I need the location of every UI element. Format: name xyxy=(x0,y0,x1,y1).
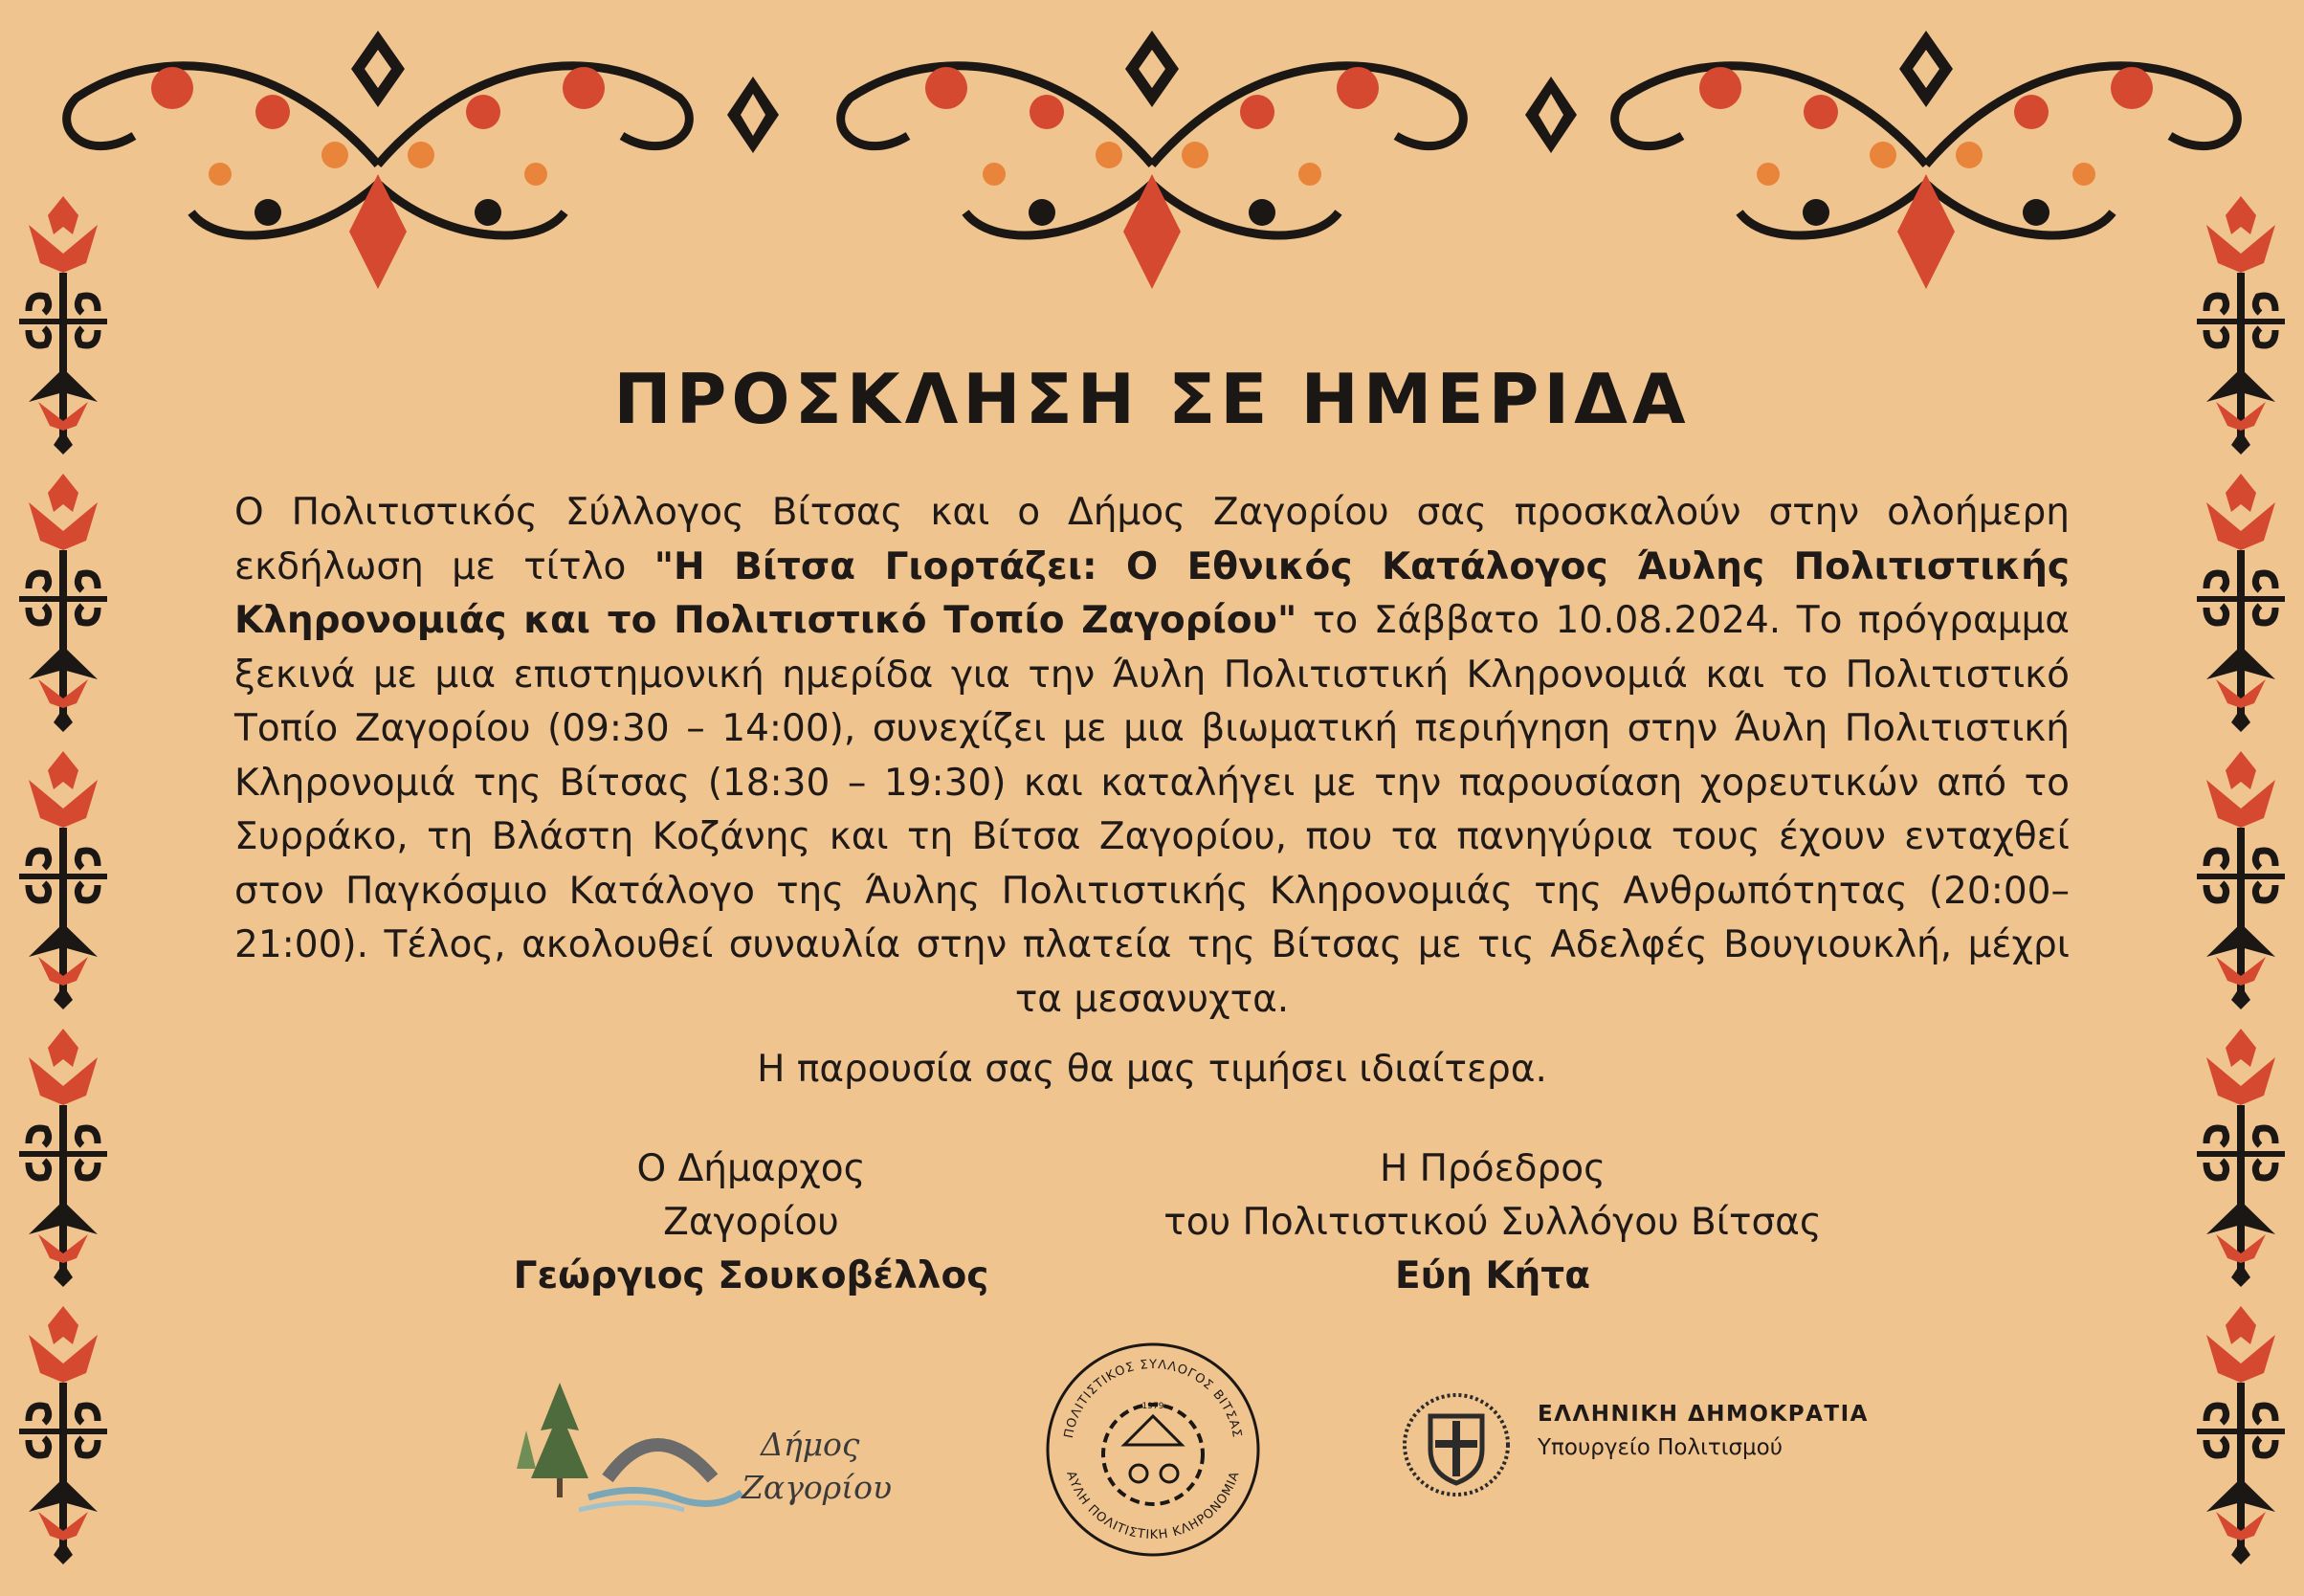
ministry-logo-line2: Υπουργείο Πολιτισμού xyxy=(1538,1435,1783,1460)
dimos-logo-line1: Δήμος xyxy=(761,1426,860,1463)
side-embroidery-motif xyxy=(19,474,107,732)
signature-name: Εύη Κήτα xyxy=(1395,1254,1590,1297)
tree-bridge-logo-icon xyxy=(502,1373,751,1517)
invitation-body xyxy=(234,486,2070,1027)
svg-text:ΠΟΛΙΤΙΣΤΙΚΟΣ ΣΥΛΛΟΓΟΣ ΒΙΤΣΑΣ xyxy=(1062,1358,1244,1439)
body-rest: το Σάββατο 10.08.2024. Το πρόγραμμα ξεκινά με μια επιστημονική ημερίδα για την Άυλη Πολιτιστική Κληρονομιά και το Πολιτιστικό Τοπίο Ζαγορίου (09:30 – 14:00), συνεχίζει με μια βιωματική περιήγηση στην Άυλη Πολιτιστική Κληρονομιά της Βίτσας (18:30 – 19:30) και καταλήγει με την παρουσίαση χορευτικών από το Συρράκο, τη Βλάστη Κοζάνης και τη Βίτσα Ζαγορίου, που τα πανηγύρια τους έχουν ενταχθεί στον Παγκόσμιο Κατάλογο της Άυλης Πολιτιστικής Κληρονομιάς της Ανθρωπότητας (20:00–21:00). Τέλος, ακολουθεί συναυλία στην πλατεία της Βίτσας με τις Αδελφές Βουγιουκλή, μέχρι τα μεσανυχτα. xyxy=(234,599,2070,1021)
syllogos-vitsas-seal xyxy=(1043,1340,1263,1560)
small-diamond-ornament-left xyxy=(727,77,779,153)
signature-mayor xyxy=(464,1142,1038,1303)
signature-role-detail: του Πολιτιστικού Συλλόγου Βίτσας xyxy=(1163,1201,1822,1244)
top-right-embroidery-ornament xyxy=(1596,21,2256,308)
small-diamond-ornament-right xyxy=(1525,77,1577,153)
seal-year: 1979 xyxy=(1141,1402,1164,1411)
page-title: ΠΡΟΣΚΛΗΣΗ ΣΕ ΗΜΕΡΙΔΑ xyxy=(613,359,1691,439)
side-embroidery-motif xyxy=(2197,751,2285,1009)
top-left-embroidery-ornament xyxy=(48,21,708,308)
dimos-logo-line2: Ζαγορίου xyxy=(742,1469,893,1506)
ministry-logo-line1: ΕΛΛΗΝΙΚΗ ΔΗΜΟΚΡΑΤΙΑ xyxy=(1538,1402,1869,1427)
seal-ring-bottom: ΑΥΛΗ ΠΟΛΙΤΙΣΤΙΚΗ ΚΛΗΡΟΝΟΜΙΑ xyxy=(1063,1469,1243,1543)
dimos-zagoriou-logo xyxy=(502,1373,893,1517)
signature-role-detail: Ζαγορίου xyxy=(663,1201,839,1244)
event-title: "Η Βίτσα Γιορτάζει: Ο Εθνικός Κατάλογος Άυλης Πολιτιστικής Κληρονομιάς και το Πολιτιστικό Τοπίο Ζαγορίου" xyxy=(234,544,2070,642)
signature-name: Γεώργιος Σουκοβέλλος xyxy=(513,1254,989,1297)
seal-ring-top: ΠΟΛΙΤΙΣΤΙΚΟΣ ΣΥΛΛΟΓΟΣ ΒΙΤΣΑΣ xyxy=(1061,1357,1245,1440)
closing-line: Η παρουσία σας θα μας τιμήσει ιδιαίτερα. xyxy=(757,1048,1547,1091)
side-embroidery-motif xyxy=(19,1306,107,1564)
signature-role: Ο Δήμαρχος xyxy=(636,1147,866,1190)
side-embroidery-motif xyxy=(19,751,107,1009)
side-embroidery-motif xyxy=(2197,1306,2285,1564)
side-embroidery-motif xyxy=(2197,474,2285,732)
greek-emblem-icon xyxy=(1402,1392,1512,1497)
body-intro: Ο Πολιτιστικός Σύλλογος Βίτσας και ο Δήμος Ζαγορίου σας προσκαλούν στην ολοήμερη εκδήλωση με τίτλο xyxy=(234,491,2070,588)
signature-president xyxy=(1110,1142,1875,1303)
top-center-embroidery-ornament xyxy=(822,21,1482,308)
signature-role: Η Πρόεδρος xyxy=(1379,1147,1606,1190)
